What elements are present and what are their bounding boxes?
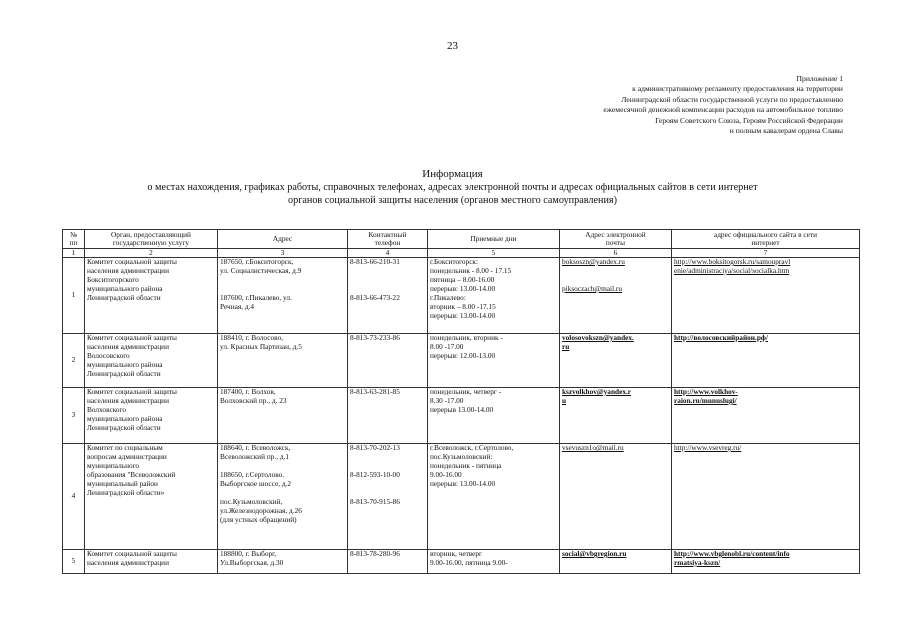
organ-name: населения администрации xyxy=(87,395,169,405)
organ-name: Ленинградской области xyxy=(87,422,161,432)
organ-cell xyxy=(85,550,218,574)
phone-cell xyxy=(348,334,428,388)
phone-number: 8-812-593-10-00 xyxy=(350,469,400,479)
organ-name: муниципального района xyxy=(87,283,163,293)
column-header xyxy=(348,230,428,249)
organ-name: вопросам администрации xyxy=(87,451,167,461)
row-number: 5 xyxy=(63,550,85,574)
organ-name: муниципальный район xyxy=(87,478,158,488)
title-line-1: Информация xyxy=(422,168,483,180)
site-cell xyxy=(672,444,860,550)
appendix-heading: Приложение 1 xyxy=(796,74,843,83)
row-number: 1 xyxy=(63,258,85,334)
table-header xyxy=(63,230,860,258)
address-cell xyxy=(218,550,348,574)
website-link[interactable]: http://www.volkhov- xyxy=(674,387,738,396)
agencies-table xyxy=(62,229,860,574)
table-row xyxy=(63,258,860,334)
address-line: 188410, г. Волосово, xyxy=(220,333,284,342)
reception-days: г.Бокситогорск: xyxy=(430,257,478,266)
days-cell xyxy=(428,550,560,574)
appendix-line: и полным кавалерам ордена Славы xyxy=(729,126,843,136)
phone-cell xyxy=(348,444,428,550)
table-body xyxy=(63,258,860,574)
address-line: 188640, г. Всеволожск, xyxy=(220,443,291,452)
appendix-line: Ленинградской области государственной услуги по предоставлению xyxy=(621,94,843,104)
email-address[interactable]: social@vbgregion.ru xyxy=(562,549,627,558)
organ-name: Волховского xyxy=(87,404,127,414)
appendix-line: Героям Советского Союза, Героям Российской Федерации xyxy=(655,115,843,125)
phone-cell xyxy=(348,258,428,334)
column-number: 3 xyxy=(218,249,348,258)
phone-number: 8-813-78-280-96 xyxy=(350,549,400,558)
phone-number xyxy=(350,276,425,285)
phone-number: 8-813-70-915-86 xyxy=(350,496,400,506)
address-line: ул. Красных Партизан, д.5 xyxy=(220,341,302,351)
column-number: 4 xyxy=(348,249,428,258)
email-cell xyxy=(560,334,672,388)
column-header-text: государственную услугу xyxy=(112,238,190,247)
address-cell xyxy=(218,334,348,388)
phone-number xyxy=(350,480,425,489)
appendix-block xyxy=(603,74,843,136)
organ-name: образования "Всеволожский xyxy=(87,469,176,479)
website-link[interactable]: raion.ru/munuslugi/ xyxy=(674,395,737,405)
phone-number: 8-813-66-473-22 xyxy=(350,292,400,302)
table-row xyxy=(63,388,860,444)
phone-number: 8-813-73-233-86 xyxy=(350,333,400,342)
column-header xyxy=(672,230,860,249)
address-line: Всеволожский пр., д.1 xyxy=(220,451,290,461)
organ-name: Ленинградской области xyxy=(87,292,161,302)
column-number: 6 xyxy=(560,249,672,258)
organ-name: Комитет социальной защиты xyxy=(87,333,177,342)
address-line: 187400, г. Волхов, xyxy=(220,387,276,396)
column-header xyxy=(428,230,560,249)
email-address[interactable]: piksoczach@mail.ru xyxy=(562,283,623,293)
column-header-text: телефон xyxy=(374,238,401,247)
column-number-row xyxy=(63,249,860,258)
address-line: пос.Кузьмоловский, xyxy=(220,496,283,506)
organ-name: муниципального района xyxy=(87,359,163,369)
row-number: 4 xyxy=(63,444,85,550)
reception-days: 9.00-16.00, пятница 9.00- xyxy=(430,557,508,567)
address-line: 188650, г.Сертолово. xyxy=(220,469,285,479)
email-address[interactable]: kszvolkhov@yandex.r xyxy=(562,387,632,396)
email-address xyxy=(562,267,669,276)
reception-days: пятница – 8.00-16.00 xyxy=(430,274,495,284)
email-cell xyxy=(560,444,672,550)
days-cell xyxy=(428,388,560,444)
website-link[interactable]: enie/administraciya/social/socialka.htm xyxy=(674,265,790,275)
organ-name: населения администрации xyxy=(87,341,169,351)
address-cell xyxy=(218,444,348,550)
address-line: Ул.Выборгская, д.30 xyxy=(220,557,284,567)
website-link[interactable]: http://www.boksitogorsk.ru/samoupravl xyxy=(674,257,791,266)
appendix-line: ежемесячной денежной компенсации расходов на автомобильное топливо xyxy=(603,105,843,115)
phone-number: 8-813-70-202-13 xyxy=(350,443,400,452)
column-header-text: Адрес xyxy=(272,233,293,243)
email-cell xyxy=(560,258,672,334)
email-address[interactable]: boksoszn@yandex.ru xyxy=(562,257,625,266)
days-cell xyxy=(428,258,560,334)
reception-days: вторник – 8.00 -17.15 xyxy=(430,301,496,311)
organ-name: Комитет социальной защиты xyxy=(87,257,177,266)
title-line-2: о местах нахождения, графиках работы, справочных телефонах, адресах электронной почты и адресах официальных сайтов в сети интернет xyxy=(147,182,758,193)
column-number: 2 xyxy=(85,249,218,258)
column-header xyxy=(63,230,85,249)
phone-number xyxy=(350,267,425,276)
email-address[interactable]: ru xyxy=(562,341,570,351)
organ-name: Комитет по социальным xyxy=(87,443,163,452)
row-number: 3 xyxy=(63,388,85,444)
organ-name: Комитет социальной защиты xyxy=(87,387,177,396)
column-number: 7 xyxy=(672,249,860,258)
column-header xyxy=(85,230,218,249)
reception-days: г.Пикалево: xyxy=(430,292,466,302)
reception-days: перерыв: 12.00-13.00 xyxy=(430,350,496,360)
address-line: Волховский пр., д. 23 xyxy=(220,395,287,405)
site-cell xyxy=(672,334,860,388)
email-address[interactable]: u xyxy=(562,395,567,405)
reception-days: вторник, четверг xyxy=(430,549,483,558)
site-cell xyxy=(672,388,860,444)
organ-name: муниципального xyxy=(87,460,140,470)
column-header-text: адрес официального сайта в сети xyxy=(713,229,818,239)
header-row xyxy=(63,230,860,249)
address-line: 187650, г.Бокситогорск, xyxy=(220,257,294,266)
address-line: (для устных обращений) xyxy=(220,514,297,524)
column-number: 1 xyxy=(63,249,85,258)
address-line: ул.Железнодорожная, д.26 xyxy=(220,505,302,515)
organ-cell xyxy=(85,258,218,334)
address-line: 188800, г. Выборг, xyxy=(220,549,277,558)
address-cell xyxy=(218,258,348,334)
column-header xyxy=(560,230,672,249)
organ-name: Ленинградской области xyxy=(87,368,161,378)
website-link[interactable]: rmatsiya-kszn/ xyxy=(674,557,721,567)
table-row xyxy=(63,550,860,574)
organ-name: населения администрации xyxy=(87,265,169,275)
reception-days: понедельник - пятница xyxy=(430,460,502,470)
reception-days: перерыв: 13.00-14.00 xyxy=(430,283,496,293)
table-row xyxy=(63,444,860,550)
appendix-line: к административному регламенту предоставления на территории xyxy=(632,84,843,94)
address-cell xyxy=(218,388,348,444)
document-title xyxy=(0,168,905,207)
column-header-text: интернет xyxy=(751,238,780,247)
phone-number: 8-813-66-210-31 xyxy=(350,257,400,266)
column-header-text: № xyxy=(70,229,77,239)
organ-cell xyxy=(85,334,218,388)
days-cell xyxy=(428,444,560,550)
organ-cell xyxy=(85,444,218,550)
days-cell xyxy=(428,334,560,388)
website-link[interactable]: http://волосовскийрайон.рф/ xyxy=(674,333,768,342)
reception-days: 8.00 -17.00 xyxy=(430,341,464,351)
reception-days: пос.Кузьмоловский: xyxy=(430,451,493,461)
column-header-text: почты xyxy=(605,238,626,247)
phone-number: 8-813-63-281-85 xyxy=(350,387,400,396)
email-address[interactable]: volosovokszn@yandex. xyxy=(562,333,634,342)
phone-number xyxy=(350,453,425,462)
website-link[interactable]: http://www.vsevreg.ru/ xyxy=(674,443,742,452)
website-link[interactable]: http://www.vbglenobl.ru/content/info xyxy=(674,549,790,558)
reception-days: понедельник - 8.00 - 17.15 xyxy=(430,265,512,275)
title-line-3: органов социальной защиты населения (органов местного самоуправления) xyxy=(288,195,617,206)
column-header-text: Орган, предоставляющий xyxy=(111,229,191,239)
phone-cell xyxy=(348,388,428,444)
organ-cell xyxy=(85,388,218,444)
organ-name: населения администрации xyxy=(87,557,169,567)
column-header-text: Контактный xyxy=(368,229,407,239)
reception-days: 9.00-16.00 xyxy=(430,469,462,479)
reception-days: понедельник, вторник - xyxy=(430,333,503,342)
address-line xyxy=(220,276,345,285)
row-number: 2 xyxy=(63,334,85,388)
email-address[interactable]: vsevuszn1o@mail.ru xyxy=(562,443,624,452)
reception-days: перерыв: 13.00-14.00 xyxy=(430,310,496,320)
column-header xyxy=(218,230,348,249)
page-number: 23 xyxy=(447,40,458,52)
organ-name: Волосовского xyxy=(87,350,130,360)
column-header-text: Приемные дни xyxy=(470,233,517,243)
address-line: 187600, г.Пикалево, ул. xyxy=(220,292,292,302)
reception-days: г.Всеволожск, г.Сертолово, xyxy=(430,443,514,452)
email-cell xyxy=(560,388,672,444)
reception-days: 8.30 -17.00 xyxy=(430,395,464,405)
reception-days: перерыв 13.00-14.00 xyxy=(430,404,494,414)
column-number: 5 xyxy=(428,249,560,258)
organ-name: муниципального района xyxy=(87,413,163,423)
organ-name: Бокситогорского xyxy=(87,274,139,284)
site-cell xyxy=(672,258,860,334)
column-header-text: Адрес электронной xyxy=(585,229,646,239)
organ-name: Комитет социальной защиты xyxy=(87,549,177,558)
table-row xyxy=(63,334,860,388)
reception-days: перерыв: 13.00-14.00 xyxy=(430,478,496,488)
email-cell xyxy=(560,550,672,574)
address-line: Речная, д.4 xyxy=(220,301,255,311)
column-header-text: пп xyxy=(69,238,78,247)
reception-days: понедельник, четверг - xyxy=(430,387,502,396)
address-line: ул. Социалистическая, д.9 xyxy=(220,265,302,275)
address-line: Выборгское шоссе, д.2 xyxy=(220,478,292,488)
phone-cell xyxy=(348,550,428,574)
organ-name: Ленинградской области» xyxy=(87,487,165,497)
site-cell xyxy=(672,550,860,574)
